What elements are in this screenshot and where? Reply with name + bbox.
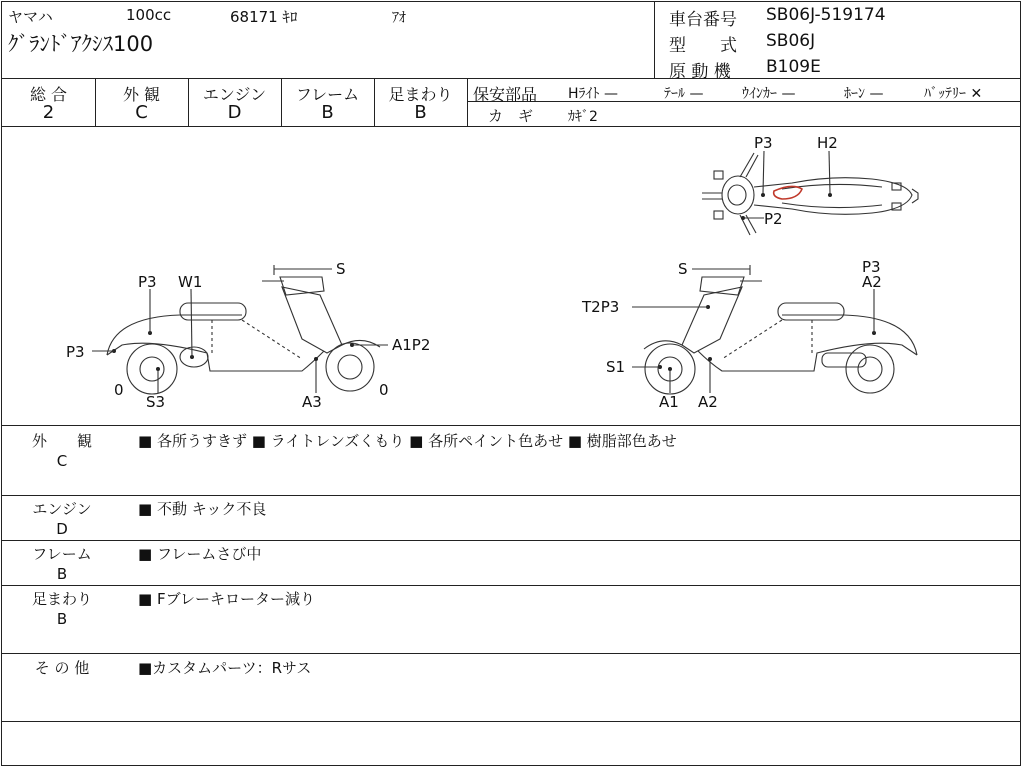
- safety-battery: ﾊﾞｯﾃﾘｰ ✕: [924, 86, 983, 102]
- left-label-s3: S3: [146, 393, 166, 411]
- remark-category: そ の 他: [34, 659, 90, 677]
- grade-label-overall: 総 合: [29, 85, 68, 104]
- left-label-zero-right: 0: [379, 381, 389, 399]
- remark-category: 外 観: [31, 432, 92, 450]
- safety-title: 保安部品: [473, 85, 538, 104]
- remark-grade: B: [56, 610, 68, 628]
- diagram-bottom-rule: [2, 425, 1020, 426]
- grade-value-exterior: C: [135, 102, 148, 123]
- scooter-top-view: [702, 134, 918, 235]
- maker: ヤマハ: [8, 8, 53, 26]
- remark-text: ■ 各所うすきず ■ ライトレンズくもり ■ 各所ペイント色あせ ■ 樹脂部色あせ: [138, 432, 677, 450]
- header-divider: [654, 2, 655, 78]
- remark-text: ■ 不動 キック不良: [138, 500, 267, 518]
- damage-diagram: [2, 127, 1020, 425]
- header-bottom-rule: [2, 78, 1020, 79]
- grade-divider: [467, 78, 468, 126]
- remark-row-other: [2, 657, 1020, 717]
- grade-value-engine: D: [227, 102, 242, 123]
- engine-label: 原 動 機: [669, 62, 731, 82]
- grade-label-exterior: 外 観: [122, 85, 161, 104]
- grade-value-suspension: B: [414, 102, 427, 123]
- left-label-a1p2: A1P2: [392, 336, 431, 354]
- safety-winker: ｳｲﾝｶｰ —: [742, 86, 796, 102]
- safety-headlight: Hﾗｲﾄ —: [568, 86, 618, 102]
- left-label-p3-left: P3: [66, 343, 85, 361]
- grade-value-overall: 2: [42, 102, 55, 123]
- remark-category: 足まわり: [31, 590, 92, 608]
- left-label-zero-left: 0: [114, 381, 124, 399]
- remark-row-engine: [2, 498, 1020, 538]
- right-label-a2-top: A2: [862, 273, 882, 291]
- remark-row-frame: [2, 543, 1020, 583]
- grade-value-frame: B: [321, 102, 334, 123]
- top-label-p2: P2: [764, 210, 783, 228]
- mileage: 68171 ｷﾛ: [230, 8, 298, 26]
- frame-number: SB06J-519174: [766, 5, 886, 25]
- right-label-a1: A1: [659, 393, 679, 411]
- remark-grade: D: [56, 520, 68, 538]
- scooter-right-view: [581, 258, 917, 411]
- remark-category: エンジン: [32, 500, 92, 518]
- grade-label-frame: フレーム: [295, 85, 360, 104]
- remark-grade: B: [56, 565, 68, 583]
- scooter-left-view: [66, 260, 430, 411]
- left-label-a3: A3: [302, 393, 322, 411]
- remark-row-exterior: [2, 430, 1020, 494]
- right-label-s: S: [678, 260, 688, 278]
- model-label: 型 式: [669, 36, 737, 56]
- remark-rule: [2, 653, 1020, 654]
- model-name: ｸﾞﾗﾝﾄﾞｱｸｼｽ100: [8, 32, 154, 56]
- grade-label-engine: エンジン: [202, 85, 267, 104]
- key-label: カ ギ: [488, 107, 534, 125]
- model-code: SB06J: [766, 31, 816, 51]
- right-label-t2p3: T2P3: [582, 298, 620, 316]
- key-value: ｶｷﾞ2: [568, 109, 598, 125]
- left-label-w1: W1: [178, 273, 203, 291]
- remark-rule: [2, 495, 1020, 496]
- right-label-a2: A2: [698, 393, 718, 411]
- left-label-s: S: [336, 260, 346, 278]
- remark-text: ■カスタムパーツ：Rサス: [138, 659, 312, 677]
- top-label-p3: P3: [754, 134, 773, 152]
- remark-rule: [2, 721, 1020, 722]
- top-label-h2: H2: [817, 134, 838, 152]
- frame-number-label: 車台番号: [669, 10, 737, 30]
- remark-rule: [2, 585, 1020, 586]
- safety-horn: ﾎｰﾝ —: [844, 86, 884, 102]
- body-color: ｱｵ: [392, 10, 406, 26]
- grade-label-suspension: 足まわり: [388, 85, 453, 104]
- remark-category: フレーム: [32, 545, 92, 563]
- displacement: 100cc: [126, 6, 172, 24]
- remark-rule: [2, 540, 1020, 541]
- safety-tail: ﾃｰﾙ —: [664, 86, 704, 102]
- right-label-s1: S1: [606, 358, 626, 376]
- remark-text: ■ Fブレーキローター減り: [138, 590, 315, 608]
- left-label-p3-top: P3: [138, 273, 157, 291]
- remark-text: ■ フレームさび中: [138, 545, 262, 563]
- remark-grade: C: [56, 452, 68, 470]
- inspection-sheet: [1, 1, 1021, 766]
- engine-code: B109E: [766, 57, 821, 77]
- remark-row-suspension: [2, 588, 1020, 648]
- right-label-p3: P3: [862, 258, 881, 276]
